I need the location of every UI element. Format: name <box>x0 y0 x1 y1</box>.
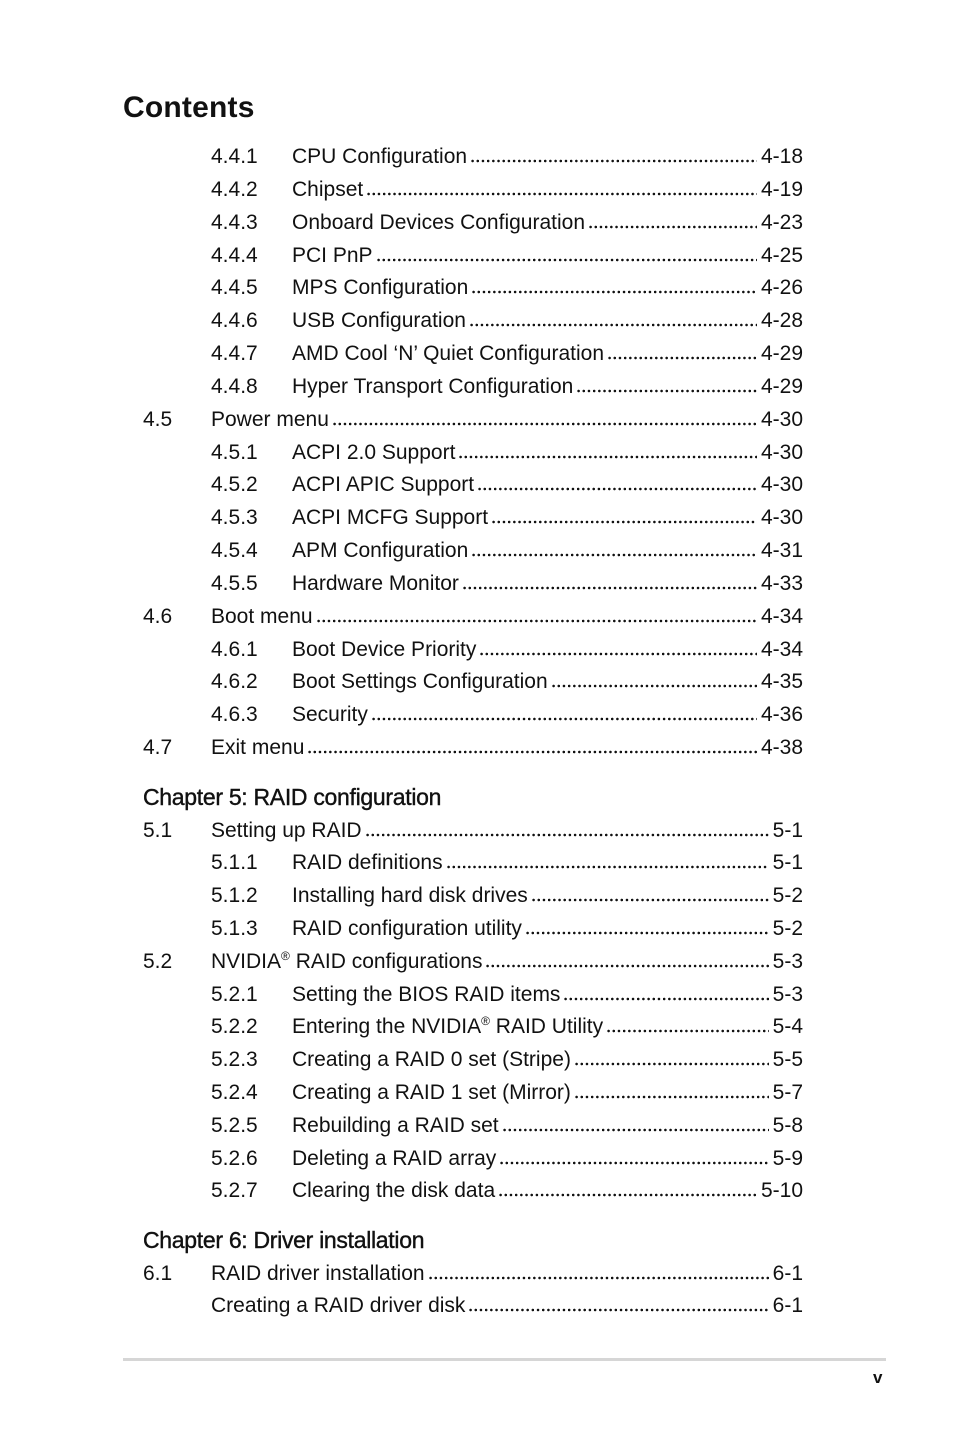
toc-entry[interactable] <box>211 535 803 565</box>
toc-entry[interactable] <box>143 946 803 976</box>
toc-entry[interactable] <box>211 240 803 270</box>
section-number: 4.4.4 <box>211 244 258 267</box>
page-ref: 5-9 <box>772 1147 803 1170</box>
toc-entry[interactable] <box>211 979 803 1009</box>
page-ref: 4-28 <box>760 309 803 332</box>
section-number: 5.2.2 <box>211 1015 258 1038</box>
section-number: 4.4.2 <box>211 178 258 201</box>
toc-entry[interactable] <box>211 1175 803 1205</box>
section-title: ACPI APIC Support <box>292 473 475 496</box>
dot-leader <box>499 1160 768 1166</box>
page-ref: 4-33 <box>760 572 803 595</box>
section-number: 4.4.5 <box>211 276 258 299</box>
chapter-heading: Chapter 5: RAID configuration <box>143 784 442 810</box>
page-ref: 5-3 <box>772 983 803 1006</box>
toc-entry[interactable] <box>211 469 803 499</box>
section-number: 5.2.5 <box>211 1114 258 1137</box>
title-text: Entering the NVIDIA <box>292 1015 482 1038</box>
page-ref: 4-30 <box>760 473 803 496</box>
section-title: RAID configuration utility <box>292 917 522 940</box>
dot-leader <box>479 651 757 657</box>
section-title: Creating a RAID 1 set (Mirror) <box>292 1081 571 1104</box>
section-number: 4.5.1 <box>211 441 258 464</box>
section-title: Boot menu <box>211 605 313 628</box>
section-title <box>292 1013 606 1041</box>
dot-leader <box>428 1275 769 1281</box>
toc-entry[interactable] <box>211 1044 803 1074</box>
dot-leader <box>468 1307 768 1313</box>
section-title: ACPI 2.0 Support <box>292 441 456 464</box>
toc-entry[interactable] <box>143 1258 803 1288</box>
dot-leader <box>471 552 757 558</box>
section-number: 5.2 <box>143 950 173 973</box>
dot-leader <box>366 191 757 197</box>
dot-leader <box>606 1028 769 1034</box>
section-number: 4.6 <box>143 605 173 628</box>
toc-entry[interactable] <box>211 141 803 171</box>
page-ref: 4-38 <box>760 736 803 759</box>
page-ref: 5-10 <box>760 1179 803 1202</box>
section-title: PCI PnP <box>292 244 373 267</box>
dot-leader <box>498 1192 757 1198</box>
page-number: v <box>873 1368 883 1387</box>
toc-entry[interactable] <box>211 174 803 204</box>
page-ref: 5-4 <box>772 1015 803 1038</box>
section-title: Hardware Monitor <box>292 572 459 595</box>
toc-entry[interactable] <box>211 437 803 467</box>
page-ref: 6-1 <box>772 1262 803 1285</box>
section-number: 4.5.5 <box>211 572 258 595</box>
section-title: Power menu <box>211 408 329 431</box>
toc-entry[interactable] <box>143 1290 803 1320</box>
section-title: Setting up RAID <box>211 819 362 842</box>
toc-entry[interactable] <box>211 1011 803 1041</box>
section-number: 4.6.1 <box>211 638 258 661</box>
toc-entry[interactable] <box>211 880 803 910</box>
dot-leader <box>307 749 757 755</box>
page-ref: 4-26 <box>760 276 803 299</box>
dot-leader <box>525 930 769 936</box>
page-ref: 4-31 <box>760 539 803 562</box>
section-number: 5.1 <box>143 819 173 842</box>
section-title: Installing hard disk drives <box>292 884 528 907</box>
dot-leader <box>531 897 769 903</box>
toc-entry[interactable] <box>211 207 803 237</box>
toc-entry[interactable] <box>211 847 803 877</box>
page-ref: 5-1 <box>772 819 803 842</box>
dot-leader <box>332 421 757 427</box>
page-ref: 4-34 <box>760 638 803 661</box>
page-ref: 5-2 <box>772 917 803 940</box>
dot-leader <box>446 864 769 870</box>
dot-leader <box>470 158 757 164</box>
title-text: RAID Utility <box>489 1015 604 1038</box>
page-ref: 4-30 <box>760 408 803 431</box>
section-number: 6.1 <box>143 1262 173 1285</box>
dot-leader <box>462 585 757 591</box>
toc-entry[interactable] <box>143 732 803 762</box>
section-number: 4.4.6 <box>211 309 258 332</box>
page-ref: 4-23 <box>760 211 803 234</box>
section-number: 4.7 <box>143 736 173 759</box>
section-title: Exit menu <box>211 736 305 759</box>
dot-leader <box>607 355 757 361</box>
section-title: MPS Configuration <box>292 276 469 299</box>
section-title: RAID definitions <box>292 851 443 874</box>
section-number: 4.5 <box>143 408 173 431</box>
page-ref: 5-2 <box>772 884 803 907</box>
section-title: CPU Configuration <box>292 145 468 168</box>
section-title: Setting the BIOS RAID items <box>292 983 561 1006</box>
section-number: 5.1.2 <box>211 884 258 907</box>
page-ref: 4-34 <box>760 605 803 628</box>
toc-entry[interactable] <box>211 502 803 532</box>
toc-entry[interactable] <box>211 913 803 943</box>
section-title: Clearing the disk data <box>292 1179 496 1202</box>
toc-entry[interactable] <box>143 601 803 631</box>
section-title: APM Configuration <box>292 539 469 562</box>
dot-leader <box>491 519 757 525</box>
toc-entry[interactable] <box>211 699 803 729</box>
dot-leader <box>469 322 757 328</box>
dot-leader <box>574 1061 769 1067</box>
page-title: Contents <box>123 91 255 124</box>
toc-entry[interactable] <box>211 305 803 335</box>
page-ref: 4-25 <box>760 244 803 267</box>
section-title: AMD Cool ‘N’ Quiet Configuration <box>292 342 605 365</box>
dot-leader <box>376 257 757 263</box>
dot-leader <box>316 618 757 624</box>
dot-leader <box>574 1094 769 1100</box>
section-number: 4.4.1 <box>211 145 258 168</box>
page-ref: 4-29 <box>760 342 803 365</box>
section-title: Rebuilding a RAID set <box>292 1114 499 1137</box>
page-ref: 5-1 <box>772 851 803 874</box>
page-ref: 4-18 <box>760 145 803 168</box>
page-ref: 4-36 <box>760 703 803 726</box>
page-ref: 5-7 <box>772 1081 803 1104</box>
section-title: ACPI MCFG Support <box>292 506 489 529</box>
dot-leader <box>502 1127 769 1133</box>
section-title: Boot Device Priority <box>292 638 477 661</box>
section-number: 4.4.8 <box>211 375 258 398</box>
toc-entry[interactable] <box>211 1110 803 1140</box>
section-title <box>211 948 485 976</box>
toc-entry[interactable] <box>211 371 803 401</box>
section-number: 4.6.3 <box>211 703 258 726</box>
section-title: USB Configuration <box>292 309 466 332</box>
toc-entry[interactable] <box>143 404 803 434</box>
footer-divider <box>123 1358 886 1361</box>
toc-entry[interactable] <box>143 815 803 845</box>
section-number: 4.5.2 <box>211 473 258 496</box>
dot-leader <box>458 454 757 460</box>
toc-entry[interactable] <box>211 1077 803 1107</box>
toc-entry[interactable] <box>211 634 803 664</box>
title-text: RAID configurations <box>289 950 483 973</box>
dot-leader <box>576 388 757 394</box>
section-title: Chipset <box>292 178 364 201</box>
dot-leader <box>365 832 769 838</box>
toc-entry[interactable] <box>211 338 803 368</box>
dot-leader <box>588 224 757 230</box>
page-ref: 4-30 <box>760 441 803 464</box>
section-title: Security <box>292 703 368 726</box>
section-title: Deleting a RAID array <box>292 1147 497 1170</box>
toc-entry[interactable] <box>211 1143 803 1173</box>
page-ref: 4-29 <box>760 375 803 398</box>
section-title: Creating a RAID driver disk <box>211 1294 466 1317</box>
dot-leader <box>563 996 768 1002</box>
section-number: 5.1.1 <box>211 851 258 874</box>
dot-leader <box>477 486 757 492</box>
page-ref: 4-30 <box>760 506 803 529</box>
registered-mark: ® <box>481 1014 490 1028</box>
section-number: 5.1.3 <box>211 917 258 940</box>
page-ref: 6-1 <box>772 1294 803 1317</box>
section-title: Onboard Devices Configuration <box>292 211 585 234</box>
dot-leader <box>485 963 768 969</box>
section-number: 5.2.7 <box>211 1179 258 1202</box>
dot-leader <box>551 683 757 689</box>
page-ref: 4-19 <box>760 178 803 201</box>
section-title: Creating a RAID 0 set (Stripe) <box>292 1048 571 1071</box>
page-ref: 5-3 <box>772 950 803 973</box>
toc-entry[interactable] <box>211 272 803 302</box>
toc-entry[interactable] <box>211 666 803 696</box>
title-text: NVIDIA <box>211 950 282 973</box>
section-number: 5.2.6 <box>211 1147 258 1170</box>
section-number: 4.4.7 <box>211 342 258 365</box>
section-number: 5.2.3 <box>211 1048 258 1071</box>
dot-leader <box>371 716 757 722</box>
page-ref: 4-35 <box>760 670 803 693</box>
page-ref: 5-8 <box>772 1114 803 1137</box>
section-number: 4.6.2 <box>211 670 258 693</box>
registered-mark: ® <box>281 949 290 963</box>
section-number: 5.2.4 <box>211 1081 258 1104</box>
section-number: 5.2.1 <box>211 983 258 1006</box>
section-title: Boot Settings Configuration <box>292 670 548 693</box>
section-number: 4.4.3 <box>211 211 258 234</box>
section-number: 4.5.4 <box>211 539 258 562</box>
toc-entry[interactable] <box>211 568 803 598</box>
chapter-heading: Chapter 6: Driver installation <box>143 1227 425 1253</box>
section-title: RAID driver installation <box>211 1262 425 1285</box>
section-number: 4.5.3 <box>211 506 258 529</box>
section-title: Hyper Transport Configuration <box>292 375 574 398</box>
dot-leader <box>471 289 757 295</box>
page-ref: 5-5 <box>772 1048 803 1071</box>
